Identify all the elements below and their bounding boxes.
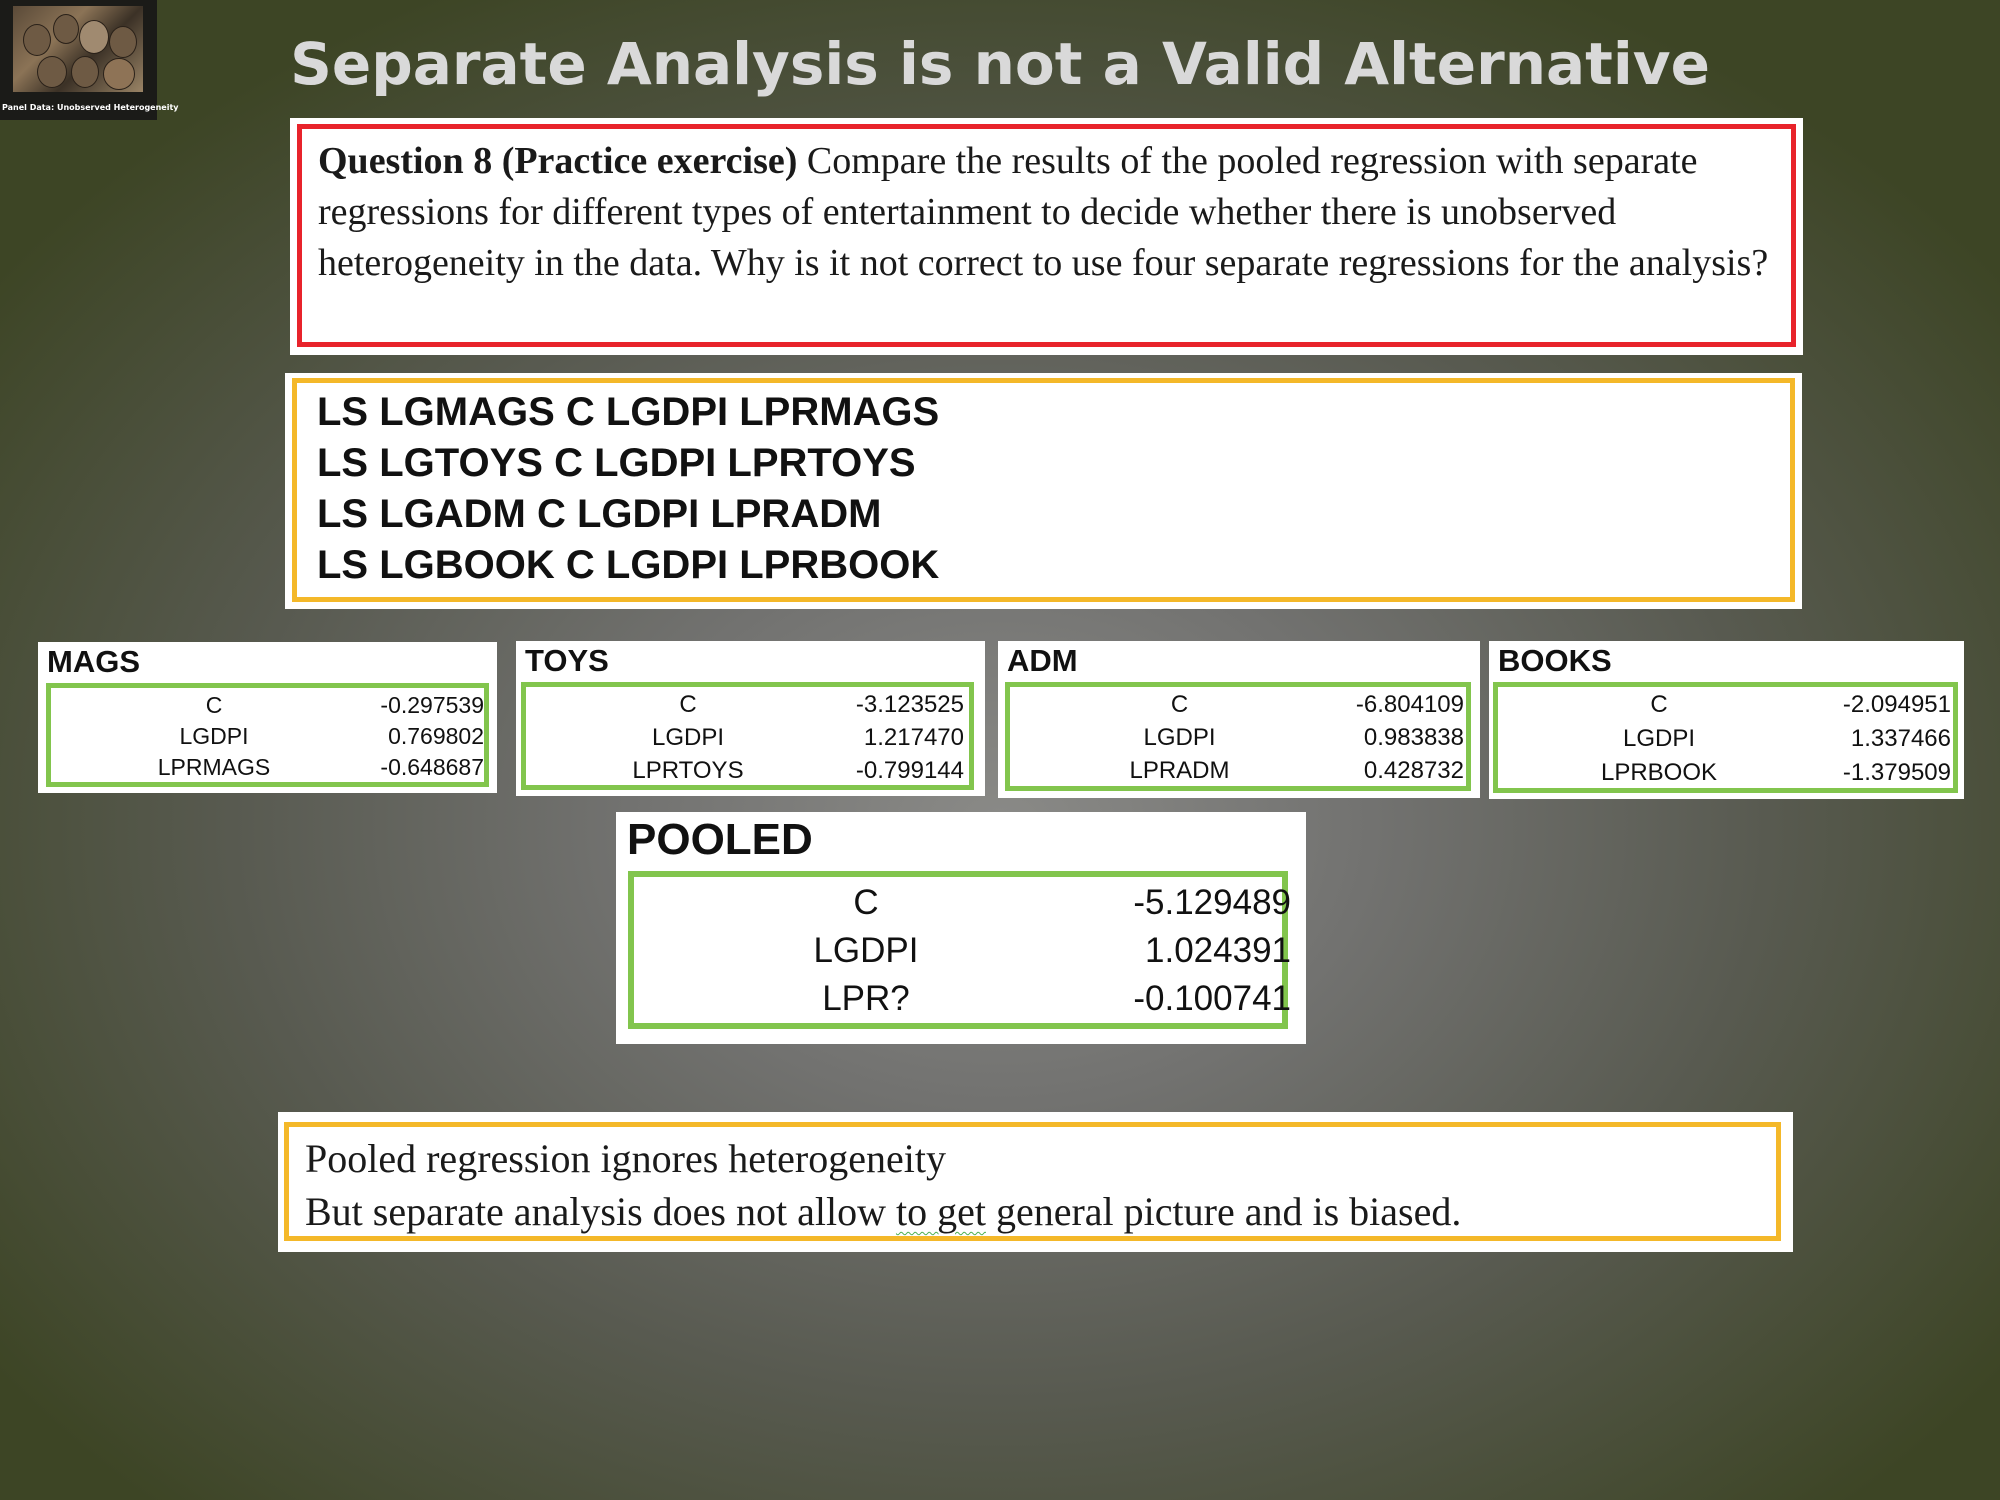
thumbnail-caption: Panel Data: Unobserved Heterogeneity bbox=[2, 103, 179, 112]
toys-coefficients bbox=[516, 641, 985, 796]
question-box bbox=[290, 118, 1803, 355]
coefficient-value: 0.769802 bbox=[388, 723, 484, 749]
variable-label: LPRBOOK bbox=[1600, 759, 1718, 786]
conclusion-line-1: Pooled regression ignores heterogeneity bbox=[305, 1136, 946, 1181]
variable-label: LGDPI bbox=[813, 931, 919, 970]
variable-label: LPRADM bbox=[1129, 756, 1230, 784]
table-title: BOOKS bbox=[1498, 643, 1612, 678]
pooled-coefficients bbox=[616, 812, 1306, 1044]
variable-label: C bbox=[1170, 690, 1189, 718]
variable-label: C bbox=[679, 690, 697, 718]
coefficient-value: -0.100741 bbox=[1133, 979, 1291, 1018]
command-line: LS LGTOYS C LGDPI LPRTOYS bbox=[317, 441, 916, 485]
table-row bbox=[636, 879, 1291, 927]
table-row bbox=[54, 752, 484, 783]
variable-label: LPRMAGS bbox=[157, 754, 271, 780]
adm-coefficients bbox=[998, 641, 1480, 798]
coefficient-value: -0.297539 bbox=[380, 692, 484, 718]
coefficient-value: 1.337466 bbox=[1850, 725, 1951, 752]
variable-label: LPR? bbox=[822, 979, 910, 1018]
conclusion-text bbox=[305, 1132, 1461, 1238]
conclusion-line-2 bbox=[305, 1185, 1461, 1238]
spellcheck-marked-phrase: to get bbox=[895, 1189, 986, 1234]
command-line: LS LGMAGS C LGDPI LPRMAGS bbox=[317, 390, 940, 434]
table-row bbox=[1499, 756, 1951, 790]
table-row bbox=[528, 754, 964, 787]
coefficient-value: -1.379509 bbox=[1842, 759, 1951, 786]
variable-label: LGDPI bbox=[1622, 725, 1696, 752]
coefficient-value: -0.799144 bbox=[855, 756, 964, 784]
table-title: ADM bbox=[1007, 643, 1078, 678]
coefficient-value: -6.804109 bbox=[1355, 690, 1464, 718]
table-row bbox=[528, 721, 964, 754]
table-row bbox=[636, 927, 1291, 975]
coefficient-table bbox=[636, 879, 1291, 1023]
table-row bbox=[528, 688, 964, 721]
slide-title: Separate Analysis is not a Valid Alternative bbox=[290, 30, 1710, 98]
conclusion-line-2-start: But separate analysis does not allow bbox=[305, 1189, 896, 1234]
conclusion-box bbox=[278, 1112, 1793, 1252]
variable-label: LGDPI bbox=[179, 723, 249, 749]
command-list bbox=[317, 387, 939, 591]
coefficient-value: 0.983838 bbox=[1363, 723, 1464, 751]
coefficient-value: 1.217470 bbox=[863, 723, 964, 751]
conclusion-line-2-end: general picture and is biased. bbox=[985, 1189, 1462, 1234]
table-row bbox=[54, 721, 484, 752]
coefficient-value: 0.428732 bbox=[1363, 756, 1464, 784]
table-row bbox=[1499, 722, 1951, 756]
table-title: TOYS bbox=[525, 643, 609, 678]
variable-label: C bbox=[205, 692, 223, 718]
coefficient-value: -0.648687 bbox=[380, 754, 484, 780]
commands-box bbox=[285, 373, 1802, 609]
coefficient-value: -2.094951 bbox=[1842, 691, 1951, 718]
variable-label: C bbox=[1650, 691, 1668, 718]
table-row bbox=[636, 975, 1291, 1023]
books-coefficients bbox=[1489, 641, 1964, 799]
coefficient-table bbox=[54, 690, 484, 783]
question-heading: Question 8 (Practice exercise) bbox=[318, 140, 798, 182]
variable-label: LPRTOYS bbox=[632, 756, 744, 784]
command-line: LS LGBOOK C LGDPI LPRBOOK bbox=[317, 543, 940, 587]
table-row bbox=[1012, 721, 1464, 754]
table-title: POOLED bbox=[627, 815, 813, 864]
coefficient-table bbox=[1012, 688, 1464, 787]
variable-label: C bbox=[853, 883, 879, 922]
table-row bbox=[1012, 688, 1464, 721]
mags-coefficients bbox=[38, 642, 497, 793]
question-text bbox=[318, 136, 1775, 289]
table-row bbox=[1499, 688, 1951, 722]
coefficient-value: -3.123525 bbox=[855, 690, 964, 718]
variable-label: LGDPI bbox=[1143, 723, 1216, 751]
command-line: LS LGADM C LGDPI LPRADM bbox=[317, 492, 882, 536]
coefficient-table bbox=[1499, 688, 1951, 790]
table-row bbox=[54, 690, 484, 721]
coefficient-value: -5.129489 bbox=[1133, 883, 1291, 922]
variable-label: LGDPI bbox=[651, 723, 725, 751]
coefficient-value: 1.024391 bbox=[1145, 931, 1291, 970]
table-title: MAGS bbox=[47, 644, 140, 679]
table-row bbox=[1012, 754, 1464, 787]
question-body: Compare the results of the pooled regression with separate regressions for different types of entertainment to decide whether there is unobserved heterogeneity in the data. Why is it not correct to use four separate regressions for the analysis? bbox=[318, 140, 1769, 284]
coefficient-table bbox=[528, 688, 964, 787]
